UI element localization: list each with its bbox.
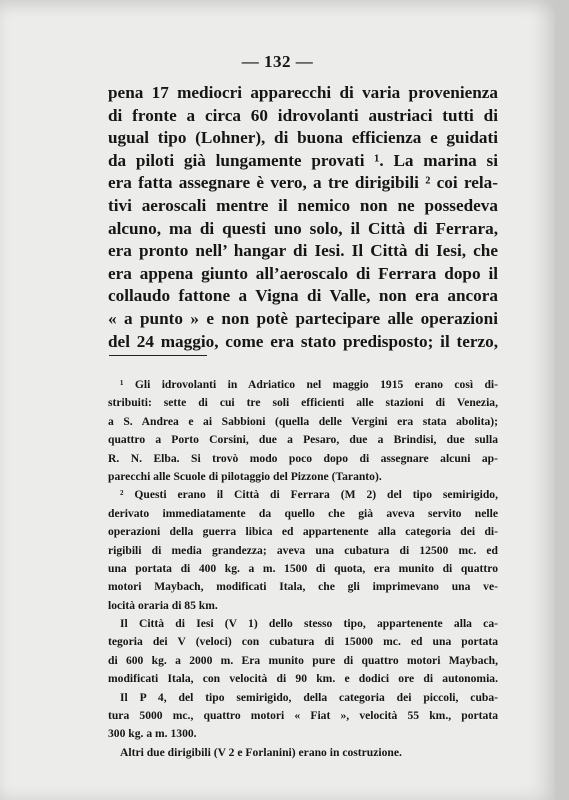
footnote-line: derivato immediatamente da quello che già aveva servito nelle: [108, 506, 498, 520]
text-line: era pronto nell’ hangar di Iesi. Il Città di Iesi, che: [108, 241, 498, 261]
footnote-separator: [109, 355, 207, 356]
footnote-line: ¹ Gli idrovolanti in Adriatico nel maggio 1915 erano così di-: [120, 378, 498, 391]
footnote-line: locità oraria di 85 km.: [108, 598, 218, 612]
text-line: « a punto » e non potè partecipare alle operazioni: [108, 308, 498, 328]
footnote-line: operazioni della guerra libica ed appartenente alla categoria dei di-: [108, 525, 498, 539]
footnote-line: a S. Andrea e ai Sabbioni (quella delle Vergini era stata abolita);: [108, 414, 498, 428]
footnote-line: una portata di 400 kg. a m. 1500 di quota, era munito di quattro: [108, 561, 498, 575]
footnote-line: motori Maybach, modificati Itala, che gli imprimevano una ve-: [108, 580, 498, 594]
footnote-line: parecchi alle Scuole di pilotaggio del Pizzone (Taranto).: [108, 469, 382, 483]
text-line: collaudo fattone a Vigna di Valle, non era ancora: [108, 286, 498, 306]
footnote-line: di 600 kg. a 2000 m. Era munito pure di quattro motori Maybach,: [108, 653, 498, 667]
footnote-line: Il Città di Iesi (V 1) dello stesso tipo, appartenente alla ca-: [120, 617, 498, 631]
footnote-line: quattro a Porto Corsini, due a Pesaro, due a Brindisi, due sulla: [108, 433, 498, 447]
footnote-line: stribuiti: sette di cui tre soli efficienti alle stazioni di Venezia,: [108, 396, 498, 410]
footnote-line: tegoria dei V (veloci) con cubatura di 15000 mc. ed una portata: [108, 635, 498, 649]
text-line: del 24 maggio, come era stato predisposto; il terzo,: [108, 331, 498, 351]
footnote-line: R. N. Elba. Si trovò modo poco dopo di assegnare alcuni ap-: [108, 451, 498, 465]
text-line: da piloti già lungamente provati ¹. La marina si: [108, 150, 498, 170]
footnotes: [108, 376, 498, 762]
footnote-line: Altri due dirigibili (V 2 e Forlanini) erano in costruzione.: [120, 745, 402, 759]
footnote-line: modificati Itala, con velocità di 90 km. e dodici ore di autonomia.: [108, 672, 498, 686]
footnote-line: Il P 4, del tipo semirigido, della categoria dei piccoli, cuba-: [120, 690, 498, 704]
main-text: [108, 82, 498, 353]
text-line: ugual tipo (Lohner), di buona efficienza e guidati: [108, 128, 498, 148]
footnote-line: rigibili di media grandezza; aveva una cubatura di 12500 mc. ed: [108, 543, 498, 557]
footnote-line: 300 kg. a m. 1300.: [108, 727, 197, 741]
text-line: di fronte a circa 60 idrovolanti austriaci tutti di: [108, 105, 498, 125]
text-line: pena 17 mediocri apparecchi di varia provenienza: [108, 83, 498, 102]
page-number: — 132 —: [241, 52, 314, 71]
text-line: alcuno, ma di questi uno solo, il Città di Ferrara,: [108, 218, 498, 238]
footnote-line: ² Questi erano il Città di Ferrara (M 2) del tipo semirigido,: [120, 488, 498, 502]
text-line: era appena giunto all’aeroscalo di Ferrara dopo il: [108, 263, 498, 283]
footnote-line: tura 5000 mc., quattro motori « Fiat », velocità 55 km., portata: [108, 709, 498, 723]
text-line: tivi aeroscali mentre il nemico non ne possedeva: [108, 195, 498, 215]
text-line: era fatta assegnare è vero, a tre dirigibili ² coi rela-: [108, 173, 498, 193]
